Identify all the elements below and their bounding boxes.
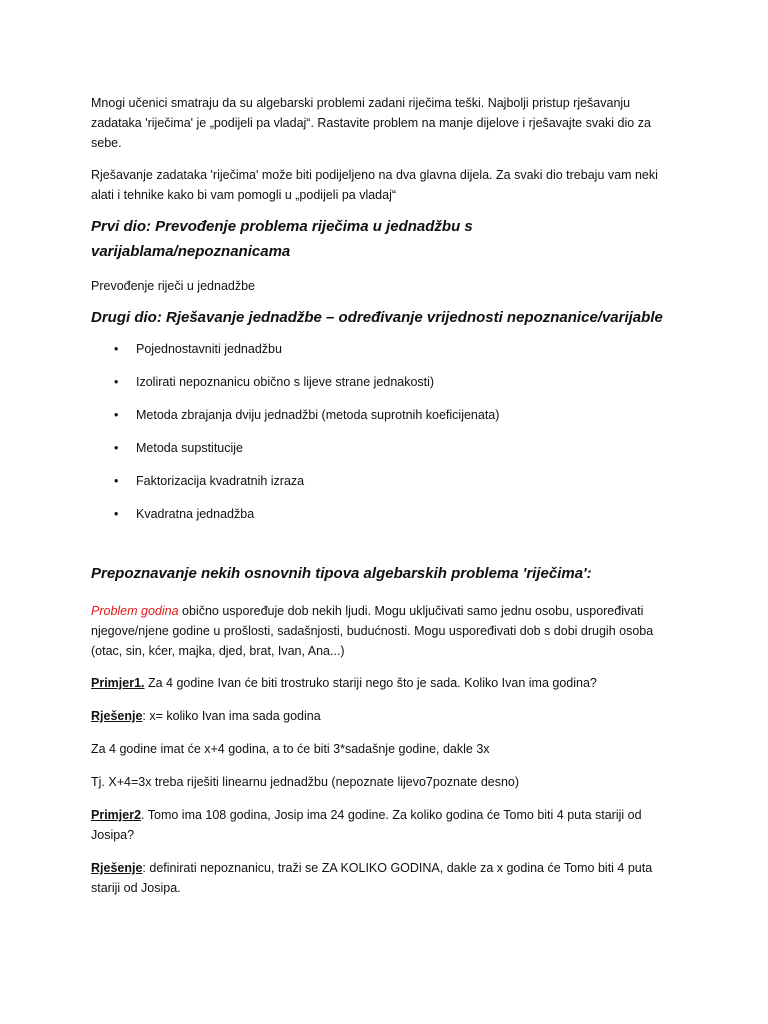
list-item-text: Faktorizacija kvadratnih izraza bbox=[136, 474, 305, 488]
list-item-text: Pojednostavniti jednadžbu bbox=[136, 342, 282, 356]
bullet-icon: • bbox=[114, 507, 119, 521]
solution1-label: Rješenje bbox=[91, 709, 143, 723]
bullet-icon: • bbox=[114, 408, 119, 422]
example1-text: Za 4 godine Ivan će biti trostruko stariji nego što je sada. Koliko Ivan ima godina? bbox=[144, 676, 597, 690]
list-item-text: Metoda zbrajanja dviju jednadžbi (metoda suprotnih koeficijenata) bbox=[136, 408, 500, 422]
part1-text: Prevođenje riječi u jednadžbe bbox=[91, 279, 255, 293]
list-item bbox=[91, 339, 676, 359]
list-item bbox=[91, 504, 676, 524]
solution2-text: : definirati nepoznanicu, traži se ZA KOLIKO GODINA, dakle za x godina će Tomo biti 4 puta stariji od Josipa. bbox=[91, 861, 653, 895]
problem-term: Problem godina bbox=[91, 604, 179, 618]
example1-solution bbox=[91, 706, 676, 726]
part2-heading: Drugi dio: Rješavanje jednadžbe – određivanje vrijednosti nepoznanice/varijable bbox=[91, 309, 663, 326]
bullet-icon: • bbox=[114, 441, 119, 455]
part1-heading: Prvi dio: Prevođenje problema riječima u jednadžbu s varijablama/nepoznanicama bbox=[91, 218, 473, 260]
list-item-text: Kvadratna jednadžba bbox=[136, 507, 255, 521]
example2-paragraph bbox=[91, 805, 676, 845]
bullet-icon: • bbox=[114, 375, 119, 389]
example1-line2: Za 4 godine imat će x+4 godina, a to će biti 3*sadašnje godine, dakle 3x bbox=[91, 742, 490, 756]
list-item-text: Metoda supstitucije bbox=[136, 441, 244, 455]
list-item bbox=[91, 471, 676, 491]
list-item bbox=[91, 372, 676, 392]
example2-solution bbox=[91, 858, 676, 898]
solution2-label: Rješenje bbox=[91, 861, 143, 875]
intro-paragraph-2: Rješavanje zadataka 'riječima' može biti podijeljeno na dva glavna dijela. Za svaki dio trebaju vam neki alati i tehnike kako bi vam pomogli u „podijeli pa vladaj“ bbox=[91, 168, 658, 202]
part2-steps-list bbox=[91, 339, 676, 524]
list-item bbox=[91, 438, 676, 458]
example2-label: Primjer2 bbox=[91, 808, 142, 822]
bullet-icon: • bbox=[114, 474, 119, 488]
example1-paragraph bbox=[91, 673, 676, 693]
intro-paragraph-1: Mnogi učenici smatraju da su algebarski problemi zadani riječima teški. Najbolji pristup rješavanju zadataka 'riječima' je „podijeli pa vladaj“. Rastavite problem na manje dijelove i rješavajte svaki dio za sebe. bbox=[91, 96, 651, 150]
example2-text: . Tomo ima 108 godina, Josip ima 24 godine. Za koliko godina će Tomo biti 4 puta stariji od Josipa? bbox=[91, 808, 642, 842]
example1-label: Primjer1. bbox=[91, 676, 145, 690]
solution1-text: : x= koliko Ivan ima sada godina bbox=[142, 709, 321, 723]
types-heading: Prepoznavanje nekih osnovnih tipova algebarskih problema 'riječima': bbox=[91, 565, 592, 582]
problem-godina-paragraph bbox=[91, 601, 676, 661]
problem-description: obično uspoređuje dob nekih ljudi. Mogu uključivati samo jednu osobu, uspoređivati njegove/njene godine u prošlosti, sadašnjosti, budućnosti. Mogu uspoređivati dob s dobi drugih osoba (otac, sin, kćer, majka, djed, brat, Ivan, Ana...) bbox=[91, 604, 654, 658]
bullet-icon: • bbox=[114, 342, 119, 356]
list-item bbox=[91, 405, 676, 425]
example1-line3: Tj. X+4=3x treba riješiti linearnu jednadžbu (nepoznate lijevo7poznate desno) bbox=[91, 775, 520, 789]
document-page bbox=[91, 93, 676, 911]
list-item-text: Izolirati nepoznanicu obično s lijeve strane jednakosti) bbox=[136, 375, 435, 389]
